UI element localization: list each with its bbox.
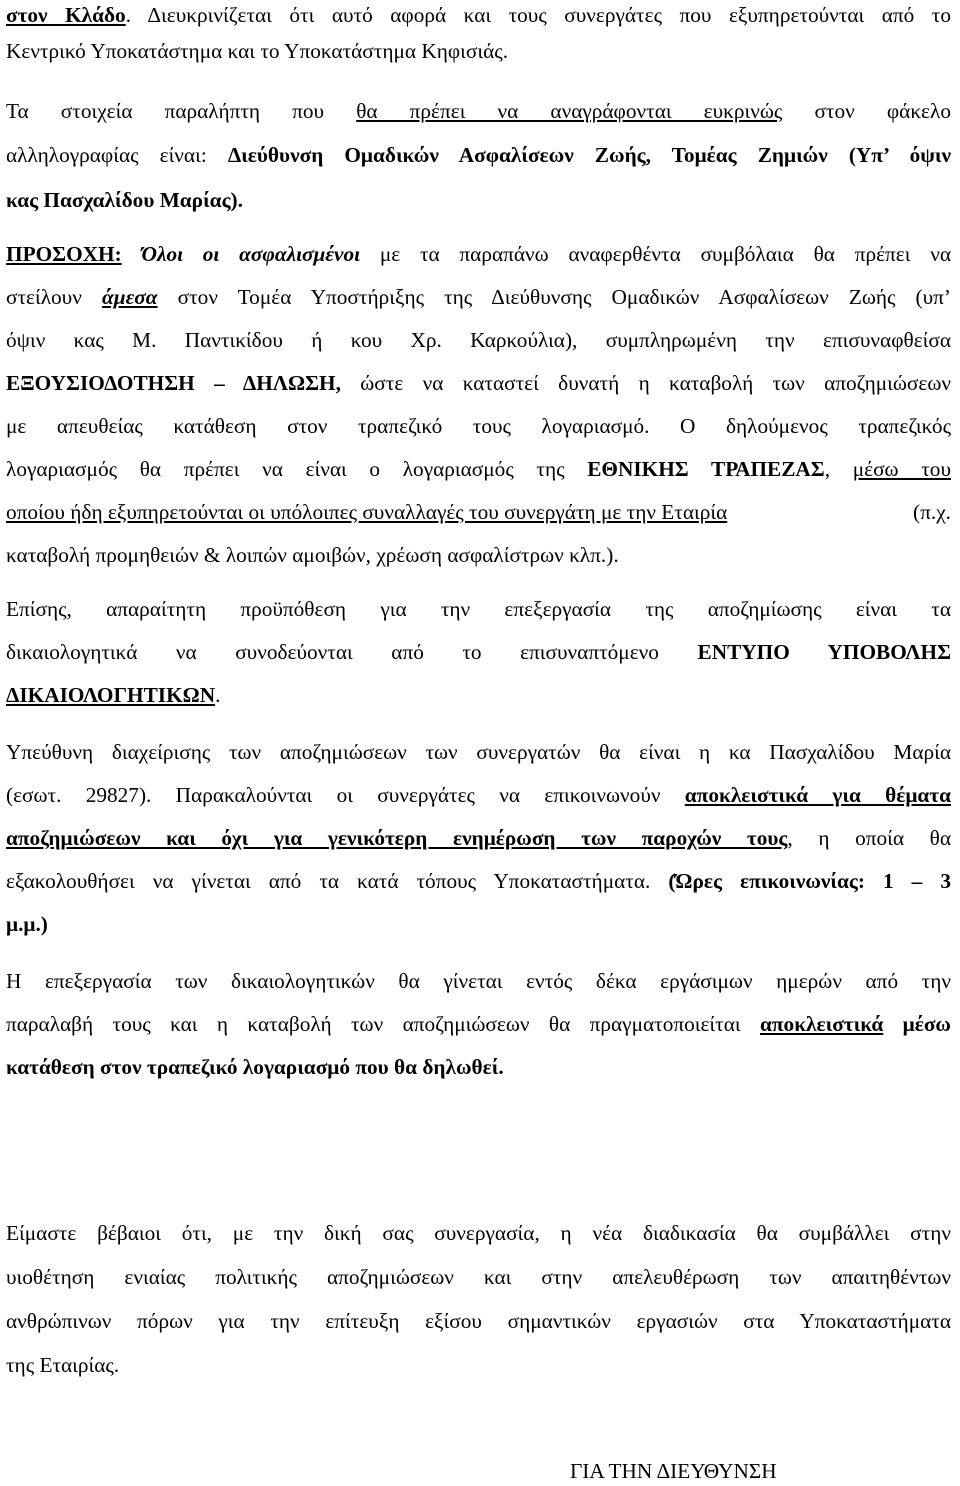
- text-line: [6, 780, 951, 810]
- underlined-text: θα πρέπει να αναγράφονται ευκρινώς: [356, 99, 783, 123]
- contact-hours: μ.μ.): [6, 912, 48, 936]
- text-run: (εσωτ. 29827). Παρακαλούνται οι συνεργάτες να επικοινωνούν: [6, 783, 685, 807]
- text-run: (π.χ.: [913, 500, 951, 524]
- text-line: [6, 411, 951, 441]
- underlined-text: μέσω του: [852, 457, 951, 481]
- attention-label: ΠΡΟΣΟΧΗ:: [6, 242, 122, 266]
- text-run: Τα στοιχεία παραλήπτη που: [6, 99, 357, 123]
- text-run: .: [215, 683, 221, 707]
- text-run: στείλουν: [6, 285, 102, 309]
- text-run: Κεντρικό Υποκατάστημα και το Υποκατάστημα Κηφισιάς.: [6, 39, 509, 63]
- text-line: [6, 594, 951, 624]
- text-run: Η επεξεργασία των δικαιολογητικών θα γίνεται εντός δέκα εργάσιμων ημερών από την: [6, 969, 951, 993]
- text-line: [6, 325, 951, 355]
- recipient-address: Διεύθυνση Ομαδικών Ασφαλίσεων Ζωής, Τομέας Ζημιών (Υπ’ όψιν: [227, 143, 951, 167]
- bold-text: μέσω: [883, 1012, 952, 1036]
- text-line: [6, 1262, 951, 1292]
- text-run: , η οποία θα: [787, 826, 952, 850]
- text-line: [6, 368, 951, 398]
- bold-text: στον Κλάδο: [6, 3, 126, 27]
- text-line: [6, 737, 951, 767]
- text-line: [6, 1306, 951, 1336]
- emphasis-text: αποκλειστικά για θέματα: [684, 783, 951, 807]
- text-run: ,: [824, 457, 853, 481]
- text-line: [6, 454, 951, 484]
- text-line: [6, 823, 951, 853]
- text-line: [6, 680, 951, 710]
- text-line: [6, 282, 951, 312]
- text-line: [6, 540, 951, 570]
- text-line: [6, 0, 951, 30]
- emphasis-text: αποζημιώσεων και όχι για γενικότερη ενημέρωση των παροχών τους: [6, 826, 788, 850]
- text-line: [6, 497, 951, 527]
- text-run: με τα παραπάνω αναφερθέντα συμβόλαια θα πρέπει να: [360, 242, 951, 266]
- contact-hours: (Ώρες επικοινωνίας: 1 – 3: [668, 869, 951, 893]
- text-line: [6, 637, 951, 667]
- bold-italic-text: Όλοι οι ασφαλισμένοι: [121, 242, 361, 266]
- form-name: ΕΝΤΥΠΟ ΥΠΟΒΟΛΗΣ: [697, 640, 951, 664]
- text-run: ώστε να καταστεί δυνατή η καταβολή των αποζημιώσεων: [340, 371, 951, 395]
- text-run: Είμαστε βέβαιοι ότι, με την δική σας συνεργασία, η νέα διαδικασία θα συμβάλλει στην: [6, 1221, 951, 1245]
- text-line: [6, 1009, 951, 1039]
- underlined-text: οποίου ήδη εξυπηρετούνται οι υπόλοιπες συναλλαγές του συνεργάτη με την Εταιρία: [6, 500, 728, 524]
- bold-text: κατάθεση στον τραπεζικό λογαριασμό που θα δηλωθεί.: [6, 1055, 504, 1079]
- signature-line: ΓΙΑ ΤΗΝ ΔΙΕΥΘΥΝΣΗ: [570, 1459, 777, 1483]
- text-run: . Διευκρινίζεται ότι αυτό αφορά και τους συνεργάτες που εξυπηρετούνται από το: [125, 3, 951, 27]
- form-name: ΔΙΚΑΙΟΛΟΓΗΤΙΚΩΝ: [6, 683, 216, 707]
- text-line: [6, 96, 951, 126]
- recipient-name: κας Πασχαλίδου Μαρίας).: [6, 188, 243, 212]
- text-line: [6, 966, 951, 996]
- text-line: [6, 1218, 951, 1248]
- emphasis-text: αποκλειστικά: [760, 1012, 884, 1036]
- text-run: Υπεύθυνη διαχείρισης των αποζημιώσεων των συνεργατών θα είναι η κα Πασχαλίδου Μαρία: [6, 740, 951, 764]
- emphasis-text: άμεσα: [101, 285, 158, 309]
- text-line: [6, 185, 951, 215]
- text-run: όψιν κας Μ. Παντικίδου ή κου Χρ. Καρκούλια), συμπληρωμένη την επισυναφθείσα: [6, 328, 951, 352]
- text-line: [6, 140, 951, 170]
- text-run: υιοθέτηση ενιαίας πολιτικής αποζημιώσεων και στην απελευθέρωση των απαιτηθέντων: [6, 1265, 951, 1289]
- text-run: παραλαβή τους και η καταβολή των αποζημιώσεων θα πραγματοποιείται: [6, 1012, 760, 1036]
- text-run: καταβολή προμηθειών & λοιπών αμοιβών, χρέωση ασφαλίστρων κλπ.).: [6, 543, 619, 567]
- text-line: [6, 1350, 951, 1380]
- text-line: [6, 36, 951, 66]
- text-run: λογαριασμός θα πρέπει να είναι ο λογαριασμός της: [6, 457, 588, 481]
- text-run: ανθρώπινων πόρων για την επίτευξη εξίσου σημαντικών εργασιών στα Υποκαταστήματα: [6, 1309, 951, 1333]
- text-run: στον φάκελο: [782, 99, 951, 123]
- text-line: [6, 1052, 951, 1082]
- text-run: αλληλογραφίας είναι:: [6, 143, 228, 167]
- text-run: δικαιολογητικά να συνοδεύονται από το επισυναπτόμενο: [6, 640, 698, 664]
- text-run: της Εταιρίας.: [6, 1353, 120, 1377]
- text-line: [6, 866, 951, 896]
- text-run: εξακολουθήσει να γίνεται από τα κατά τόπους Υποκαταστήματα.: [6, 869, 669, 893]
- text-run: στον Τομέα Υποστήριξης της Διεύθυνσης Ομαδικών Ασφαλίσεων Ζωής (υπ’: [157, 285, 951, 309]
- bank-name: ΕΘΝΙΚΗΣ ΤΡΑΠΕΖΑΣ: [587, 457, 825, 481]
- text-run: με απευθείας κατάθεση στον τραπεζικό τους λογαριασμό. Ο δηλούμενος τραπεζικός: [6, 414, 951, 438]
- text-run: Επίσης, απαραίτητη προϋπόθεση για την επεξεργασία της αποζημίωσης είναι τα: [6, 597, 951, 621]
- text-line: [6, 239, 951, 269]
- form-name: ΕΞΟΥΣΙΟΔΟΤΗΣΗ – ΔΗΛΩΣΗ,: [6, 371, 341, 395]
- text-line: [6, 909, 951, 939]
